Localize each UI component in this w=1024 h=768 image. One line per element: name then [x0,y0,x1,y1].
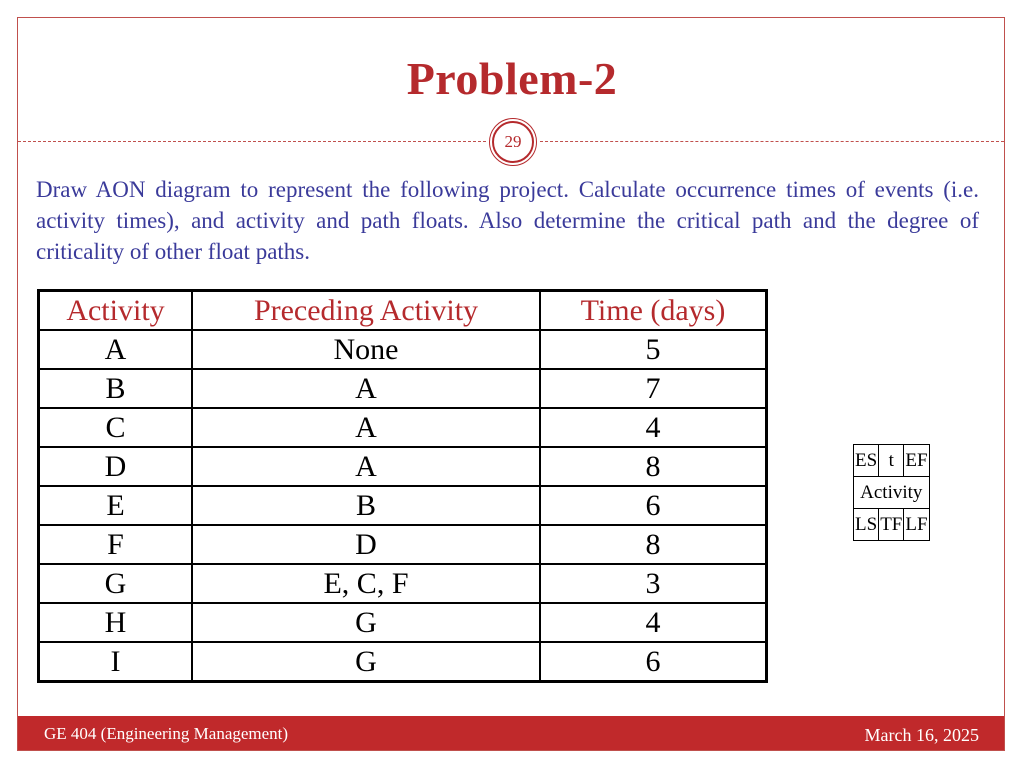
cell-time: 7 [540,369,767,408]
footer-bar [18,716,1004,750]
footer-course: GE 404 (Engineering Management) [44,724,289,743]
cell-activity: F [39,525,193,564]
cell-activity: D [39,447,193,486]
legend-t: t [879,445,904,477]
legend-ls: LS [854,509,879,541]
cell-time: 3 [540,564,767,603]
cell-time: 6 [540,486,767,525]
table-row [39,486,767,525]
cell-activity: B [39,369,193,408]
problem-statement: Draw AON diagram to represent the following project. Calculate occurrence times of events (i.e. activity times), and activity and path floats. Also determine the critical path and the degree of criticality of other float paths. [36,177,979,264]
legend-lf: LF [904,509,929,541]
table-row [39,564,767,603]
slide-number-outer-ring [489,118,537,166]
header-activity: Activity [39,291,193,331]
table-row [39,603,767,642]
legend-es: ES [854,445,879,477]
cell-time: 4 [540,408,767,447]
cell-activity: C [39,408,193,447]
cell-activity: E [39,486,193,525]
node-legend [853,444,930,541]
cell-activity: A [39,330,193,369]
legend-ef: EF [904,445,929,477]
legend-activity: Activity [854,477,930,509]
cell-activity: G [39,564,193,603]
cell-preceding: E, C, F [192,564,540,603]
slide-number: 29 [492,121,534,163]
table-row [39,369,767,408]
cell-preceding: G [192,642,540,682]
slide-number-badge [486,117,540,167]
cell-time: 5 [540,330,767,369]
table-row [39,330,767,369]
cell-preceding: A [192,408,540,447]
cell-time: 4 [540,603,767,642]
table-header-row [39,291,767,331]
divider-right [540,141,1004,142]
cell-preceding: A [192,447,540,486]
cell-preceding: A [192,369,540,408]
cell-preceding: G [192,603,540,642]
cell-preceding: D [192,525,540,564]
cell-activity: I [39,642,193,682]
table-row [39,447,767,486]
footer-date: March 16, 2025 [864,725,979,745]
table-row [39,408,767,447]
cell-activity: H [39,603,193,642]
cell-preceding: None [192,330,540,369]
divider-left [18,141,486,142]
cell-time: 8 [540,447,767,486]
header-time: Time (days) [540,291,767,331]
activity-table [37,289,768,683]
cell-preceding: B [192,486,540,525]
cell-time: 8 [540,525,767,564]
header-preceding-activity: Preceding Activity [192,291,540,331]
slide-title: Problem-2 [406,53,618,104]
table-row [39,525,767,564]
legend-tf: TF [879,509,904,541]
table-row [39,642,767,682]
cell-time: 6 [540,642,767,682]
